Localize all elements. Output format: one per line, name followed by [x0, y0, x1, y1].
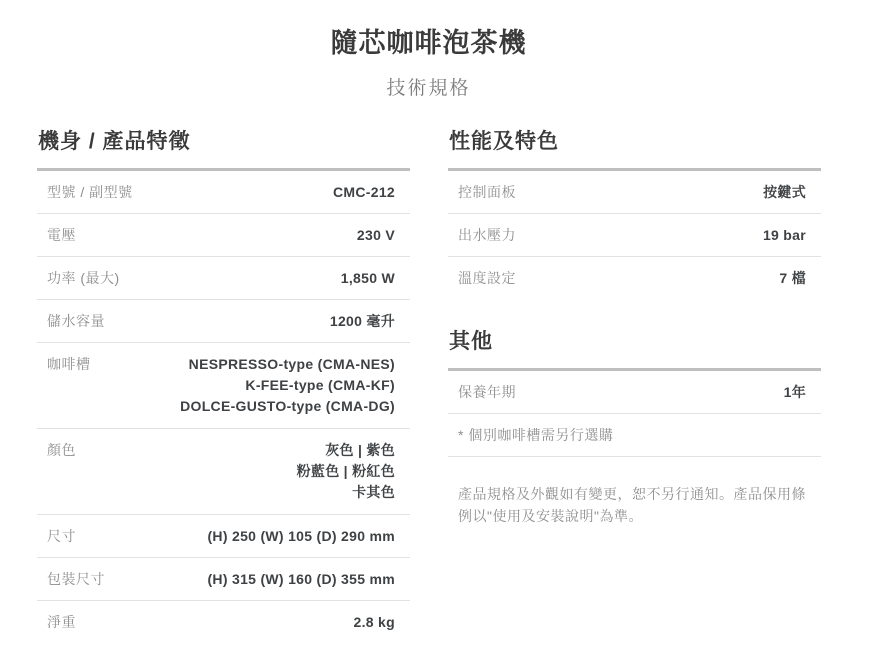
spec-value-dimensions: (H) 250 (W) 105 (D) 290 mm — [207, 528, 395, 544]
spec-label-color: 顏色 — [47, 442, 76, 458]
spec-row-temperature-setting — [448, 257, 821, 299]
spec-label-power: 功率 (最大) — [47, 270, 120, 286]
spec-value-line: 卡其色 — [352, 484, 395, 500]
spec-row-water-pressure — [448, 214, 821, 257]
capsule-tray-footnote: * 個別咖啡槽需另行選購 — [448, 414, 821, 457]
spec-row-coffee-tray — [37, 343, 410, 429]
section-body-features — [37, 125, 410, 643]
spec-row-voltage — [37, 214, 410, 257]
spec-value-warranty: 1年 — [783, 384, 806, 400]
spec-label-water-capacity: 儲水容量 — [47, 313, 105, 329]
spec-label-temperature-setting: 溫度設定 — [458, 270, 516, 286]
spec-value-net-weight: 2.8 kg — [353, 614, 395, 630]
spec-label-package-dimensions: 包裝尺寸 — [47, 571, 105, 587]
spec-row-package-dimensions — [37, 558, 410, 601]
spec-value-package-dimensions: (H) 315 (W) 160 (D) 355 mm — [207, 571, 395, 587]
section-heading-other: 其他 — [448, 325, 821, 371]
spec-value-line: DOLCE-GUSTO-type (CMA-DG) — [180, 398, 395, 414]
section-heading-body: 機身 / 產品特徵 — [37, 125, 410, 171]
spec-value-line: 灰色 | 紫色 — [325, 442, 395, 458]
spec-row-warranty — [448, 371, 821, 414]
spec-value-water-pressure: 19 bar — [762, 227, 806, 243]
spec-value-line: K-FEE-type (CMA-KF) — [245, 377, 395, 393]
section-other — [448, 325, 821, 527]
spec-value-coffee-tray — [180, 354, 395, 417]
spec-row-water-capacity — [37, 300, 410, 343]
spec-value-power: 1,850 W — [340, 270, 395, 286]
spec-value-line: NESPRESSO-type (CMA-NES) — [188, 356, 395, 372]
disclaimer-text: 產品規格及外觀如有變更，恕不另行通知。產品保用條例以"使用及安裝說明"為準。 — [458, 486, 806, 524]
spec-label-dimensions: 尺寸 — [47, 528, 76, 544]
spec-row-net-weight — [37, 601, 410, 643]
spec-value-color — [297, 440, 395, 503]
spec-columns — [37, 125, 820, 643]
spec-label-coffee-tray: 咖啡槽 — [47, 356, 91, 372]
page-subtitle: 技術規格 — [386, 78, 471, 99]
spec-row-power — [37, 257, 410, 300]
spec-value-temperature-setting: 7 檔 — [779, 270, 806, 286]
spec-label-voltage: 電壓 — [47, 227, 76, 243]
spec-row-color — [37, 429, 410, 515]
spec-sheet — [37, 0, 820, 643]
spec-row-control-panel — [448, 171, 821, 214]
spec-value-line: 粉藍色 | 粉紅色 — [296, 463, 395, 479]
spec-label-control-panel: 控制面板 — [458, 184, 516, 200]
section-heading-performance: 性能及特色 — [448, 125, 821, 171]
spec-value-model: CMC-212 — [332, 184, 395, 200]
spec-label-model: 型號 / 副型號 — [47, 184, 133, 200]
spec-row-model — [37, 171, 410, 214]
spec-value-voltage: 230 V — [356, 227, 395, 243]
spec-row-dimensions — [37, 515, 410, 558]
spec-label-net-weight: 淨重 — [47, 614, 76, 630]
spec-label-warranty: 保養年期 — [458, 384, 516, 400]
page-header — [37, 21, 820, 100]
spec-label-water-pressure: 出水壓力 — [458, 227, 516, 243]
section-performance — [448, 125, 821, 299]
page-title: 隨芯咖啡泡茶機 — [330, 28, 527, 58]
spec-value-water-capacity: 1200 毫升 — [329, 313, 395, 329]
spec-value-control-panel: 按鍵式 — [763, 184, 806, 200]
right-column — [448, 125, 821, 643]
